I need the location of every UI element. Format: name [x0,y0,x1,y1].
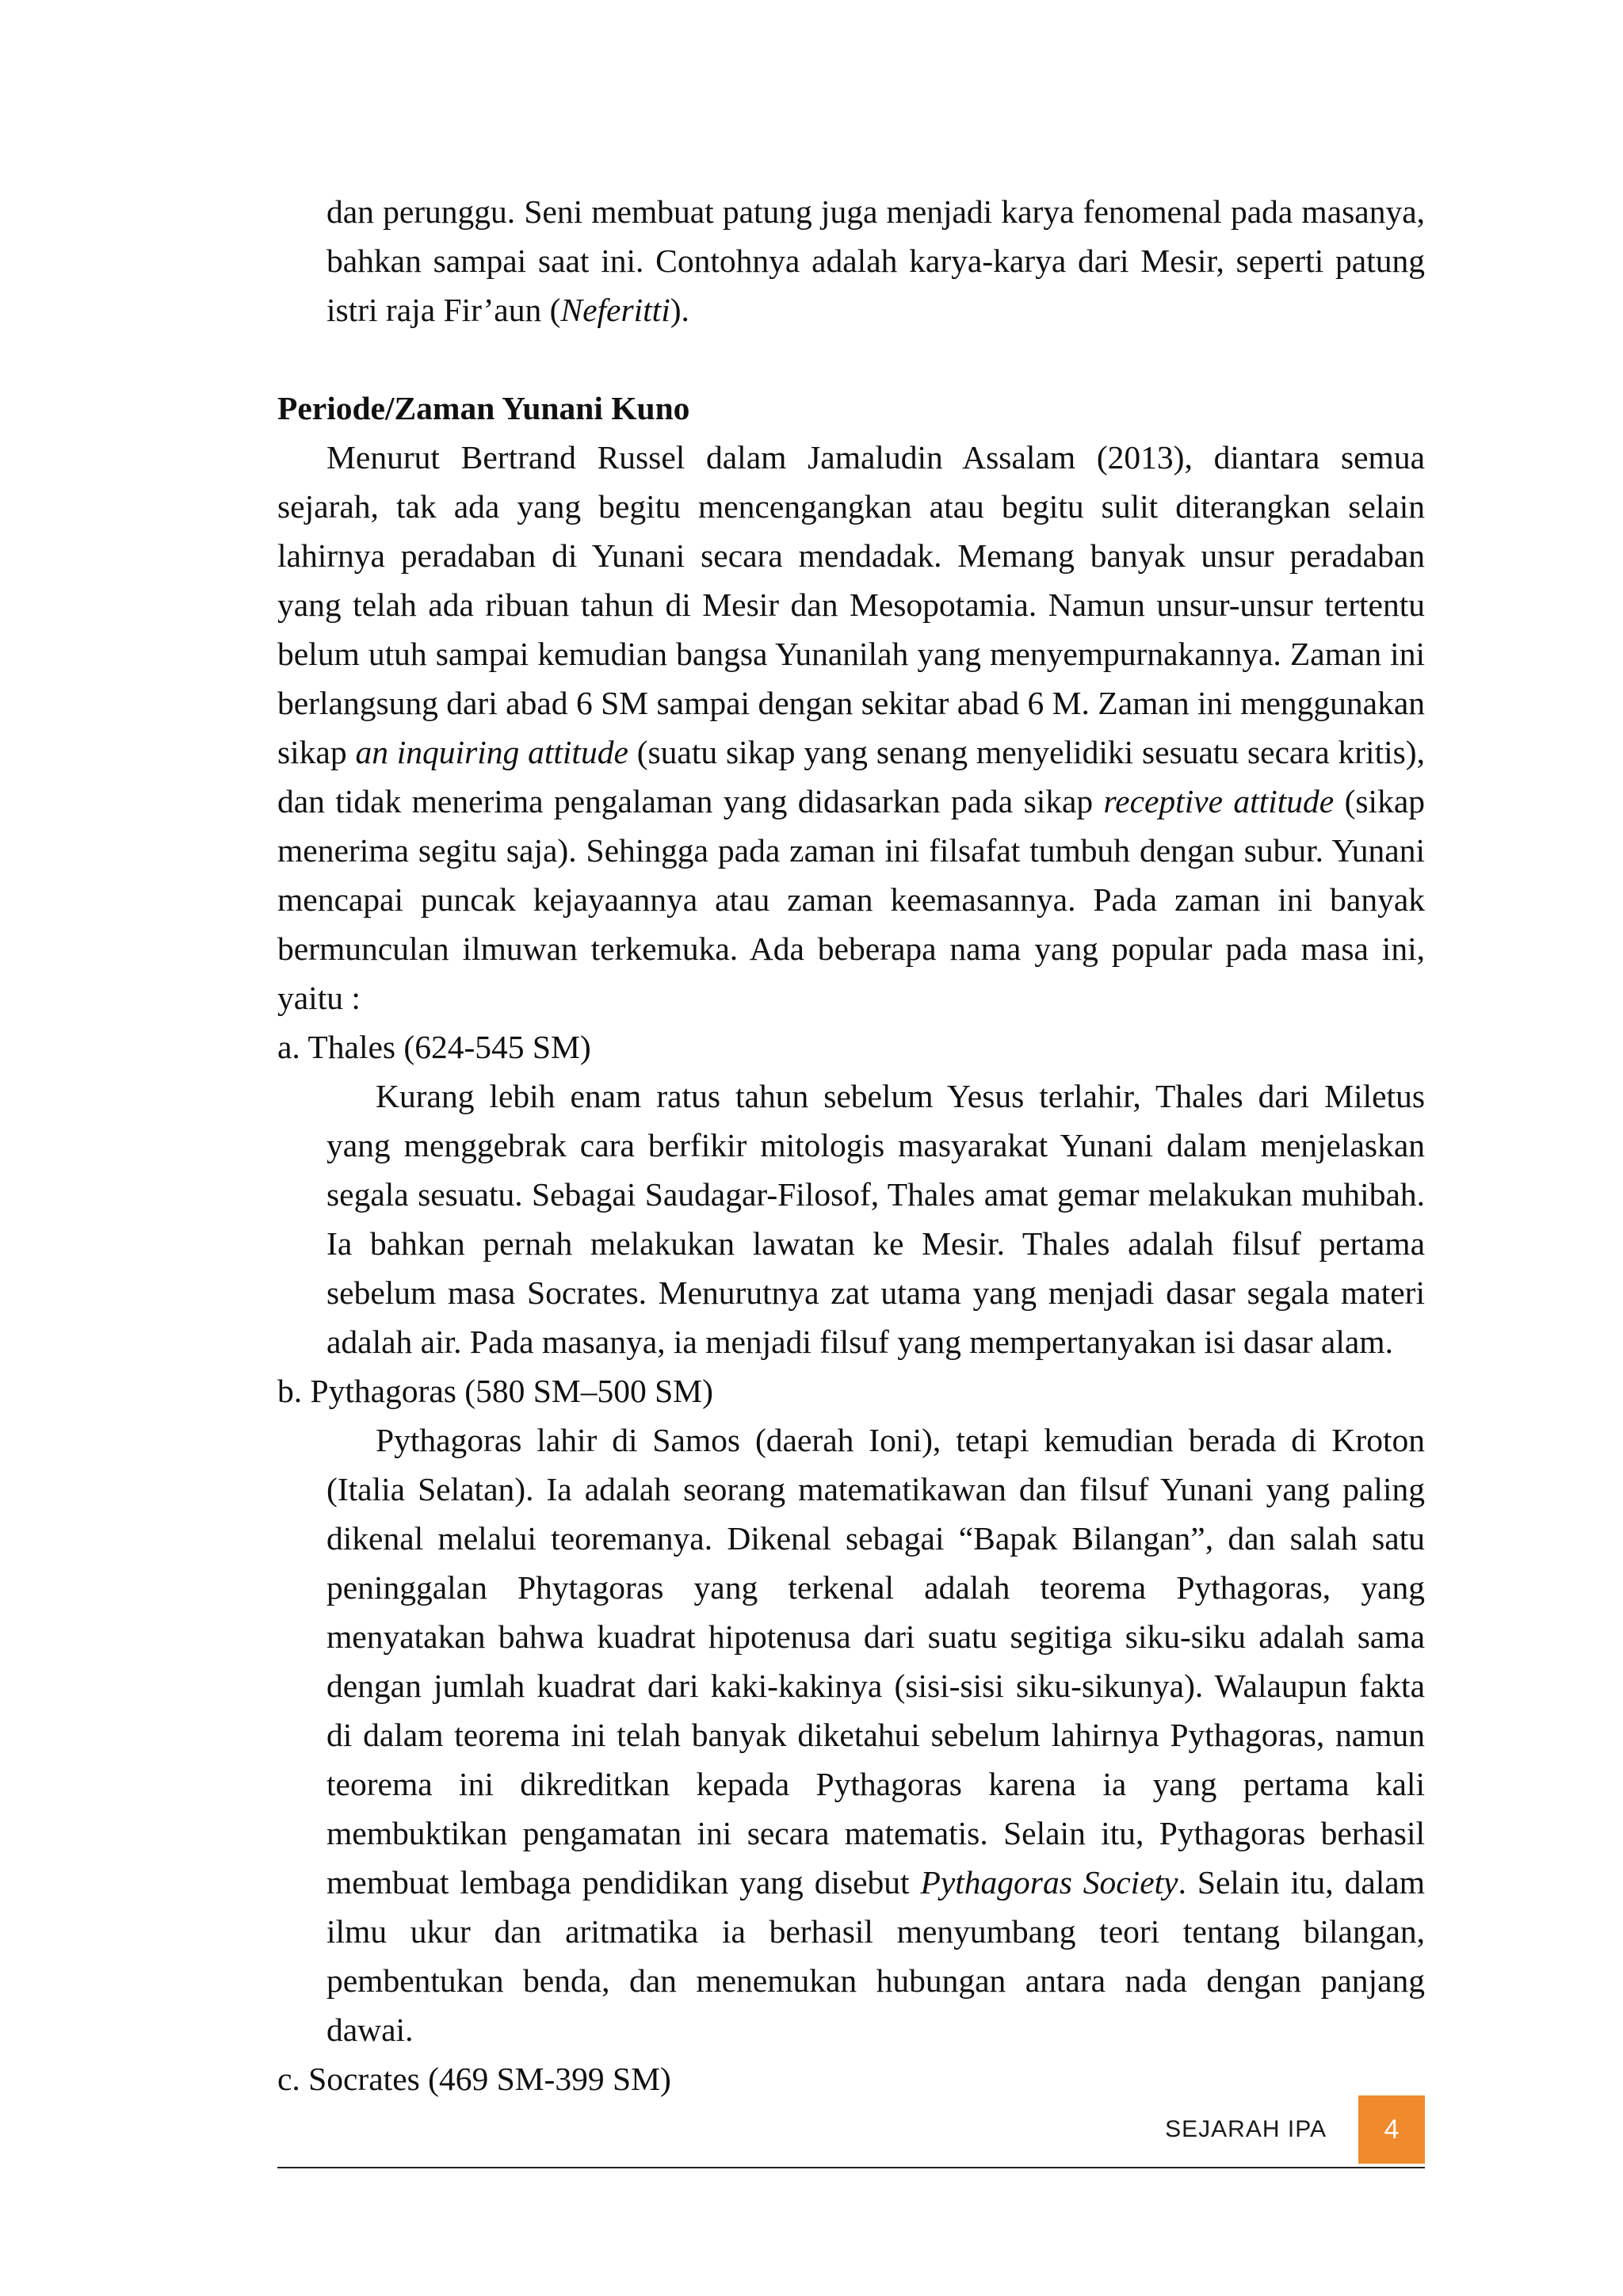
list-item-label: c. Socrates (469 SM-399 SM) [277,2061,671,2097]
page-content [277,187,1425,2103]
footer-divider [277,2167,1425,2168]
italic-term: receptive attitude [1103,783,1335,819]
italic-term: an inquiring attitude [355,734,628,770]
list-item-label: a. Thales (624-545 SM) [277,1029,591,1065]
footer-title: SEJARAH IPA [1165,2116,1327,2142]
section-heading: Periode/Zaman Yunani Kuno [277,390,690,426]
italic-term: Neferitti [560,292,670,328]
list-item-body: Pythagoras lahir di Samos (daerah Ioni), tetapi kemudian berada di Kroton (Italia Selatan). Ia adalah seorang matematikawan dan filsuf Yunani yang paling dikenal melalui teoremanya. Dikenal sebagai “Bapak Bilangan”, dan salah satu peninggalan Phytagoras yang terkenal adalah teorema Pythagoras, yang menyatakan bahwa kuadrat hipotenusa dari suatu segitiga siku-siku adalah sama dengan jumlah kuadrat dari kaki-kakinya (sisi-sisi siku-sikunya). Walaupun fakta di dalam teorema ini telah banyak diketahui sebelum lahirnya Pythagoras, namun teorema ini dikreditkan kepada Pythagoras karena ia yang pertama kali membuktikan pengamatan ini secara matematis. Selain itu, Pythagoras berhasil membuat lembaga pendidikan yang disebut Pythagoras Society. Selain itu, dalam ilmu ukur dan aritmatika ia berhasil menyumbang teori tentang bilangan, pembentukan benda, dan menemukan hubungan antara nada dengan panjang dawai. [327,1422,1425,2048]
continuation-paragraph: dan perunggu. Seni membuat patung juga menjadi karya fenomenal pada masanya, bahkan sampai saat ini. Contohnya adalah karya-karya dari Mesir, seperti patung istri raja Fir’aun (Neferitti). [327,193,1425,328]
list-item-body: Kurang lebih enam ratus tahun sebelum Yesus terlahir, Thales dari Miletus yang menggebrak cara berfikir mitologis masyarakat Yunani dalam menjelaskan segala sesuatu. Sebagai Saudagar-Filosof, Thales amat gemar melakukan muhibah. Ia bahkan pernah melakukan lawatan ke Mesir. Thales adalah filsuf pertama sebelum masa Socrates. Menurutnya zat utama yang menjadi dasar segala materi adalah air. Pada masanya, ia menjadi filsuf yang mempertanyakan isi dasar alam. [327,1078,1425,1360]
intro-paragraph: Menurut Bertrand Russel dalam Jamaludin Assalam (2013), diantara semua sejarah, tak ada yang begitu mencengangkan atau begitu sulit diterangkan selain lahirnya peradaban di Yunani secara mendadak. Memang banyak unsur peradaban yang telah ada ribuan tahun di Mesir dan Mesopotamia. Namun unsur-unsur tertentu belum utuh sampai kemudian bangsa Yunanilah yang menyempurnakannya. Zaman ini berlangsung dari abad 6 SM sampai dengan sekitar abad 6 M. Zaman ini menggunakan sikap an inquiring attitude (suatu sikap yang senang menyelidiki sesuatu secara kritis), dan tidak menerima pengalaman yang didasarkan pada sikap receptive attitude (sikap menerima segitu saja). Sehingga pada zaman ini filsafat tumbuh dengan subur. Yunani mencapai puncak kejayaannya atau zaman keemasannya. Pada zaman ini banyak bermunculan ilmuwan terkemuka. Ada beberapa nama yang popular pada masa ini, yaitu : [277,439,1425,1016]
italic-term: Pythagoras Society [920,1864,1178,1901]
page-number-badge: 4 [1358,2095,1425,2164]
list-item-label: b. Pythagoras (580 SM–500 SM) [277,1373,713,1409]
